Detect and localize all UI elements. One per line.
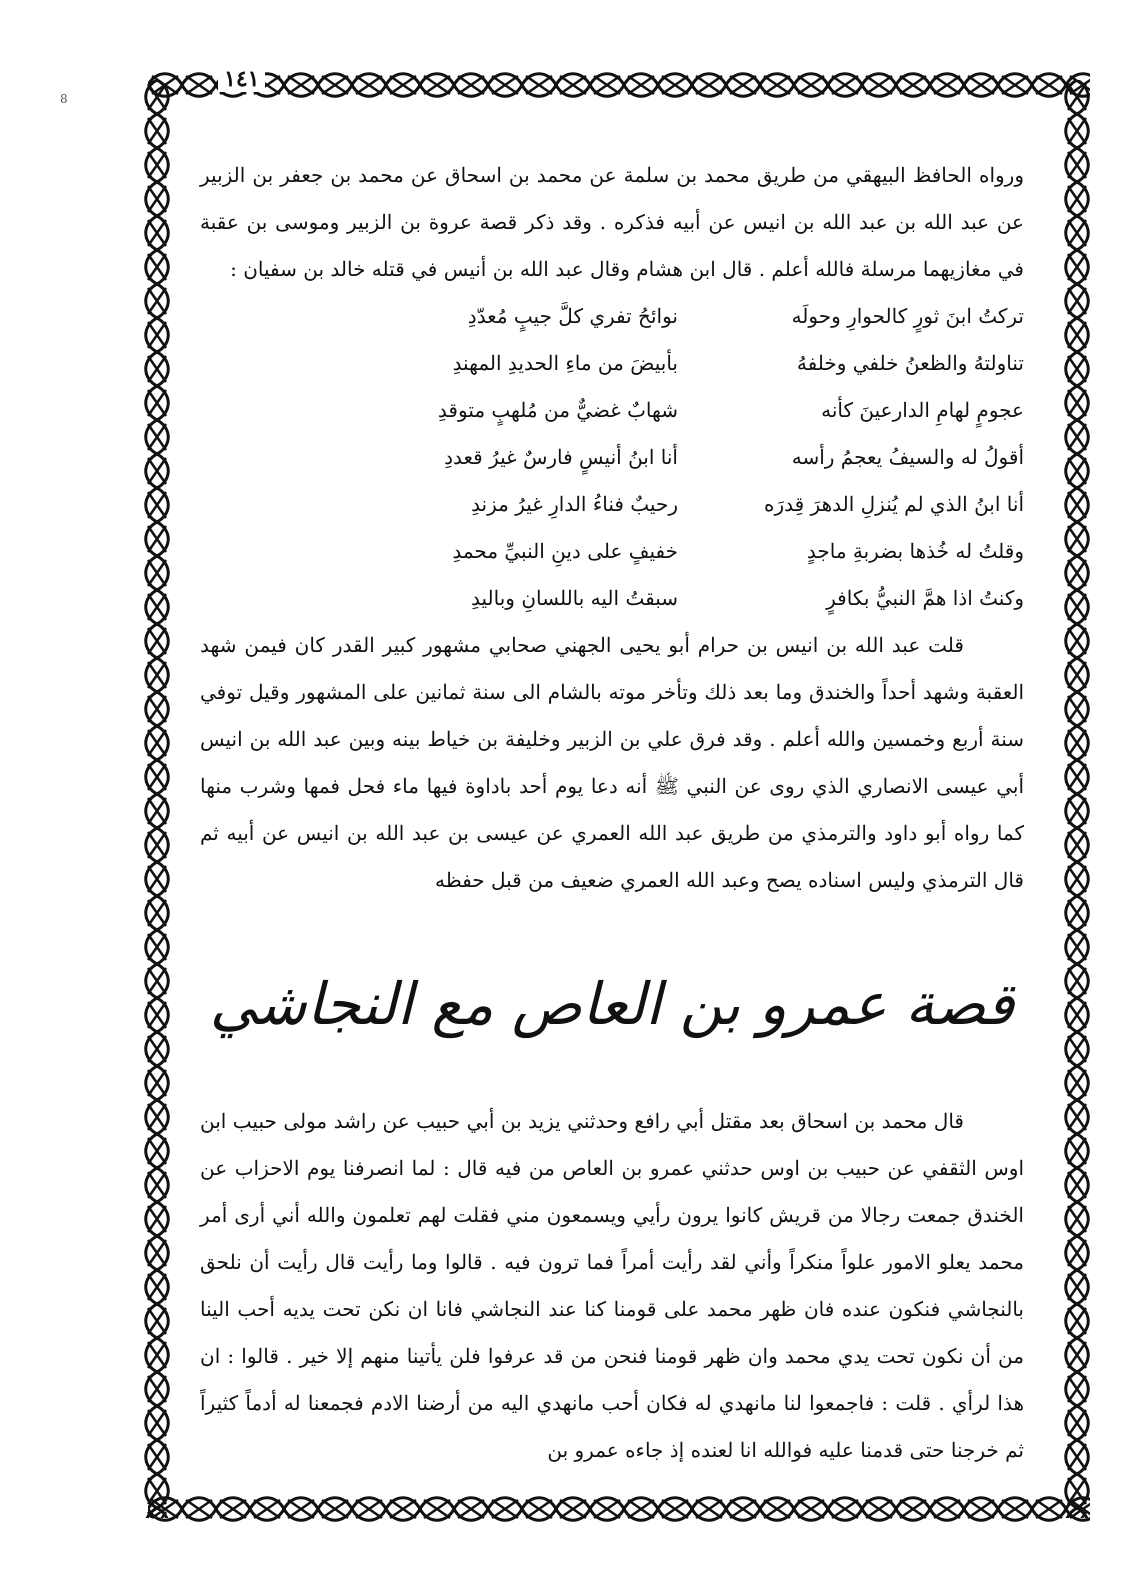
hemistich-second: رحيبٌ فناءُ الدارِ غيرُ مزندِ	[471, 492, 678, 516]
section-heading: قصة عمرو بن العاص مع النجاشي	[209, 970, 1015, 1038]
hemistich-first: أنا ابنُ الذي لم يُنزلِ الدهرَ قِدرَه	[763, 492, 1024, 516]
hemistich-first: وقلتُ له خُذها بضربةِ ماجدٍ	[806, 539, 1024, 563]
poem-verse	[200, 481, 1024, 528]
ornamental-border-left	[140, 80, 174, 1518]
paragraph: ورواه الحافظ البيهقي من طريق محمد بن سلمة عن محمد بن اسحاق عن محمد بن جعفر بن الزبير عن عبد الله بن عبد الله بن انيس عن أبيه فذكره . وقد ذكر قصة عروة بن الزبير وموسى بن عقبة في مغازيهما مرسلة فالله أعلم . قال ابن هشام وقال عبد الله بن أنيس في قتله خالد بن سفيان :	[200, 163, 1024, 281]
poem-verse	[200, 434, 1024, 481]
poem-verse	[200, 575, 1024, 622]
poem-verse	[200, 528, 1024, 575]
hemistich-second: بأبيضَ من ماءِ الحديدِ المهندِ	[452, 351, 678, 375]
hemistich-second: سبقتُ اليه باللسانِ وباليدِ	[471, 586, 678, 610]
hemistich-second: خفيفٍ على دينِ النبيِّ محمدِ	[452, 539, 678, 563]
paragraph: قال محمد بن اسحاق بعد مقتل أبي رافع وحدثني يزيد بن أبي حبيب عن راشد مولى حبيب ابن اوس الثقفي عن حبيب بن اوس حدثني عمرو بن العاص من فيه قال : لما انصرفنا يوم الاحزاب عن الخندق جمعت رجالا من قريش كانوا يرون رأيي ويسمعون مني فقلت لهم تعلمون والله أني أرى أمر محمد يعلو الامور علواً منكراً وأني لقد رأيت أمراً فما ترون فيه . قالوا وما رأيت قال رأيت أن نلحق بالنجاشي فنكون عنده فان ظهر محمد على قومنا كنا عند النجاشي فانا ان نكن تحت يديه أحب الينا من أن نكون تحت يدي محمد وان ظهر قومنا فنحن من قد عرفوا فلن يأتينا منهم إلا خير . قالوا : ان هذا لرأي . قلت : فاجمعوا لنا مانهدي له فكان أحب مانهدي اليه من أرضنا الادم فجمعنا له أدماً كثيراً ثم خرجنا حتى قدمنا عليه فوالله انا لعنده إذ جاءه عمرو بن	[200, 1109, 1024, 1462]
hemistich-first: تناولتهُ والظعنُ خلفي وخلفهُ	[796, 351, 1024, 375]
poem-verse	[200, 387, 1024, 434]
hemistich-second: شهابٌ غضيٌّ من مُلهبٍ متوقدِ	[437, 398, 678, 422]
hemistich-second: نوائحُ تفري كلَّ جيبٍ مُعدّدِ	[467, 304, 678, 328]
hemistich-first: عجومٍ لهامِ الدارعينَ كأنه	[821, 398, 1024, 422]
margin-mark: 8	[60, 92, 68, 106]
paragraph: قلت عبد الله بن انيس بن حرام أبو يحيى الجهني صحابي مشهور كبير القدر كان فيمن شهد العقبة وشهد أحداً والخندق وما بعد ذلك وتأخر موته بالشام الى سنة ثمانين على المشهور وقيل توفي سنة أربع وخمسين والله أعلم . وقد فرق علي بن الزبير وخليفة بن خياط بينه وبين عبد الله بن انيس أبي عيسى الانصاري الذي روى عن النبي ﷺ أنه دعا يوم أحد باداوة فيها ماء فحل فمها وشرب منها كما رواه أبو داود والترمذي من طريق عبد الله العمري عن عيسى بن عبد الله بن انيس عن أبيه ثم قال الترمذي وليس اسناده يصح وعبد الله العمري ضعيف من قبل حفظه	[200, 633, 1025, 892]
ornamental-border-top	[148, 68, 1090, 102]
poem-verse	[200, 293, 1024, 340]
page-content	[200, 152, 1024, 1474]
hemistich-second: أنا ابنُ أنيسٍ فارسٌ غيرُ قعددِ	[444, 445, 678, 469]
ornamental-border-bottom	[148, 1492, 1090, 1526]
page-number: ١٤١	[218, 66, 265, 92]
poem	[200, 293, 1024, 622]
hemistich-first: تركتُ ابنَ ثورٍ كالحوارِ وحولَه	[791, 304, 1024, 328]
hemistich-first: وكنتُ اذا همَّ النبيُّ بكافرٍ	[826, 586, 1024, 610]
ornamental-border-right	[1060, 80, 1094, 1518]
poem-verse	[200, 340, 1024, 387]
hemistich-first: أقولُ له والسيفُ يعجمُ رأسه	[791, 445, 1024, 469]
